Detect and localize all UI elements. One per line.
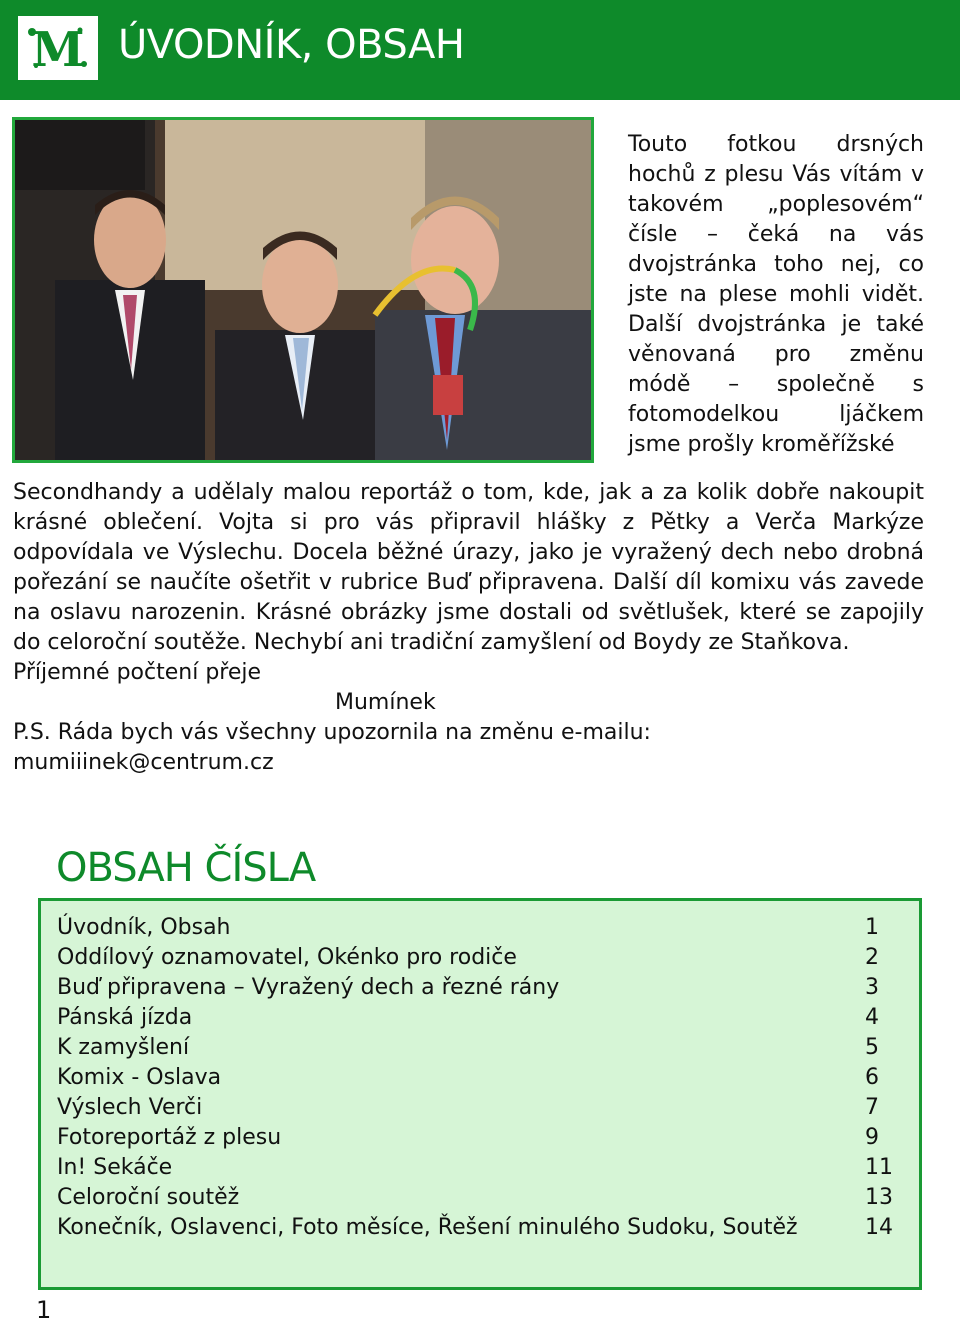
toc-item-page: 1 xyxy=(865,915,879,940)
toc-row xyxy=(57,1183,903,1213)
toc-row xyxy=(57,1003,903,1033)
editorial-paragraph: Secondhandy a udělaly malou reportáž o tom, kde, jak a za kolik dobře nakoupit krásné oblečení. Vojta si pro vás připravil hlášky z Pětky a Verča Markýze odpovídala ve Výslechu. Docela běžné úrazy, jako je vyražený dech nebo drobná pořezání se naučíte ošetřit v rubrice Buď připravena. Další díl komixu vás zavede na oslavu narozenin. Krásné obrázky jsme dostali od světlušek, které se zapojily do celoroční soutěže. Nechybí ani tradiční zamyšlení od Boydy ze Staňkova. xyxy=(13,480,924,655)
toc-row xyxy=(57,1213,903,1243)
toc-item-page: 2 xyxy=(865,945,879,970)
page-number: 1 xyxy=(36,1296,52,1324)
toc-item-title: Komix - Oslava xyxy=(57,1065,222,1090)
toc-item-title: Výslech Verči xyxy=(57,1095,203,1120)
toc-item-page: 14 xyxy=(865,1215,893,1240)
toc-item-title: In! Sekáče xyxy=(57,1155,173,1180)
ball-photo xyxy=(12,117,594,463)
toc-item-page: 4 xyxy=(865,1005,879,1030)
greeting: Příjemné počtení přeje xyxy=(13,660,262,685)
editorial-body xyxy=(13,478,924,778)
toc-box xyxy=(38,898,922,1290)
toc-item-page: 7 xyxy=(865,1095,879,1120)
toc-item-title: Celoroční soutěž xyxy=(57,1185,240,1210)
toc-item-page: 6 xyxy=(865,1065,879,1090)
toc-row xyxy=(57,973,903,1003)
toc-item-title: Buď připravena – Vyražený dech a řezné rány xyxy=(57,975,560,1000)
toc-row xyxy=(57,1153,903,1183)
toc-item-title: K zamyšlení xyxy=(57,1035,190,1060)
intro-text xyxy=(628,130,924,460)
toc-item-page: 5 xyxy=(865,1035,879,1060)
toc-item-page: 3 xyxy=(865,975,879,1000)
toc-item-title: Konečník, Oslavenci, Foto měsíce, Řešení minulého Sudoku, Soutěž xyxy=(57,1215,798,1240)
logo-letter: M xyxy=(31,22,85,76)
intro-paragraph: Touto fotkou drsných hochů z plesu Vás vítám v takovém „poplesovém“ čísle – čeká na vás dvojstránka toho nej, co jste na plese mohli vidět. Další dvojstránka je také věnovaná pro změnu módě – společně s fotomodelkou ljáčkem jsme prošly kroměřížské xyxy=(628,132,924,457)
toc-item-title: Úvodník, Obsah xyxy=(57,915,231,940)
logo-icon xyxy=(22,20,94,76)
toc-row xyxy=(57,913,903,943)
toc-item-title: Fotoreportáž z plesu xyxy=(57,1125,282,1150)
toc-item-page: 11 xyxy=(865,1155,893,1180)
signature: Mumínek xyxy=(335,690,436,715)
toc-heading: OBSAH ČÍSLA xyxy=(56,845,316,891)
magazine-logo xyxy=(18,16,98,80)
page-title: ÚVODNÍK, OBSAH xyxy=(118,22,465,68)
toc-item-title: Oddílový oznamovatel, Okénko pro rodiče xyxy=(57,945,517,970)
toc-row xyxy=(57,1063,903,1093)
toc-row xyxy=(57,943,903,973)
toc-item-page: 9 xyxy=(865,1125,879,1150)
toc-row xyxy=(57,1093,903,1123)
header-bar xyxy=(0,0,960,100)
toc-item-title: Pánská jízda xyxy=(57,1005,193,1030)
toc-row xyxy=(57,1123,903,1153)
postscript: P.S. Ráda bych vás všechny upozornila na změnu e-mailu: xyxy=(13,720,651,745)
toc-item-page: 13 xyxy=(865,1185,893,1210)
toc-row xyxy=(57,1033,903,1063)
email-address: mumiiinek@centrum.cz xyxy=(13,750,274,775)
